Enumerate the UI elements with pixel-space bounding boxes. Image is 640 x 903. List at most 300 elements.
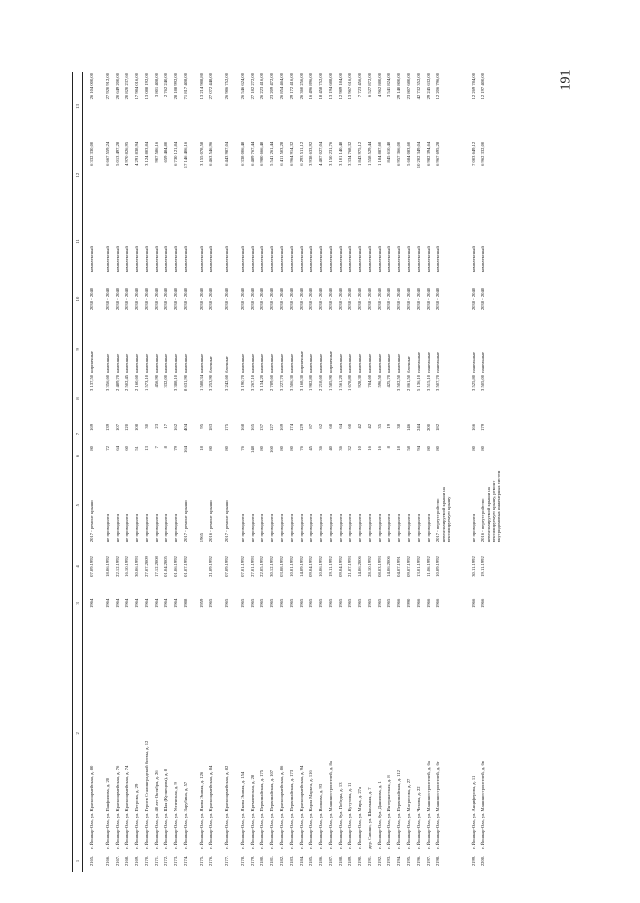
cost-a-cell: 3 334 768,32 [347, 141, 353, 166]
repair-period-cell: 2038 - 2040 [405, 287, 411, 311]
date-cell: 08.03.1993 [376, 556, 382, 577]
build-year-cell: 1964 [143, 598, 149, 608]
table-row [328, 72, 338, 872]
apartments-cell: 94 [415, 446, 421, 451]
cost-a-cell: 5 013 497,28 [114, 141, 120, 166]
row-number-cell: 2176. [208, 855, 214, 867]
apartments-cell: 80 [279, 446, 285, 451]
repair-type-cell: комплексный [114, 246, 120, 273]
repair-info-cell: не проводился [259, 513, 265, 543]
residents-cell: 87 [308, 423, 314, 429]
repair-period-cell: 2038 - 2040 [415, 287, 421, 311]
apartments-cell: 76 [239, 446, 245, 451]
row-number-cell: 2180. [259, 855, 265, 867]
area-cell: 8 631,90 [182, 374, 188, 391]
wall-material-cell: каменные [114, 353, 120, 373]
address-cell: г. Йошкар-Ола, ул. Красноармейская, д. 82 [224, 765, 230, 849]
date-cell: 21.09.1992 [208, 556, 214, 577]
build-year-cell: 1965 [279, 598, 285, 608]
repair-type-cell: комплексный [269, 246, 275, 273]
table-row [347, 72, 357, 872]
date-cell: 18.06.1992 [104, 556, 110, 577]
cost-b-cell: 13 967 616,00 [347, 73, 353, 100]
table-row [115, 72, 125, 872]
repair-info-cell: не проводился [134, 513, 140, 543]
build-year-cell: 1990 [405, 598, 411, 608]
repair-info-cell: не проводился [239, 513, 245, 543]
row-number-cell: 2199. [470, 855, 476, 867]
table-row [259, 72, 269, 872]
wall-material-cell: каменные [104, 353, 110, 373]
repair-period-cell: 2038 - 2040 [153, 287, 159, 311]
address-cell: г. Йошкар-Ола, ул. Машиностроителей, д. 6а [425, 761, 431, 849]
area-cell: 928,30 [357, 374, 363, 388]
wall-material-cell: блочные [224, 356, 230, 373]
build-year-cell: 1964 [173, 598, 179, 608]
cost-a-cell: 6 489 767,44 [249, 141, 255, 166]
address-cell: г. Йошкар-Ола, ул. Чехова, д. 22 [415, 786, 421, 849]
residents-cell: 179 [480, 423, 486, 431]
repair-info-cell: не проводился [347, 513, 353, 543]
area-cell: 3 134,20 [259, 374, 265, 391]
repair-type-cell: комплексный [298, 246, 304, 273]
address-cell: г. Йошкар-Ола, ул. Интернатская, д. 8 [386, 775, 392, 849]
date-cell: 01.07.1992 [182, 556, 188, 577]
wall-material-cell: каменные [198, 353, 204, 373]
address-cell: г. Йошкар-Ола, ул. Волкова, д. 93 [318, 783, 324, 849]
row-number-cell: 2174. [182, 855, 188, 867]
build-year-cell: 1965 [318, 598, 324, 608]
wall-material-cell: каменные [337, 353, 343, 373]
column-number: 3 [73, 590, 83, 617]
row-number-cell: 2186. [318, 855, 324, 867]
cost-b-cell: 4 962 880,00 [376, 73, 382, 98]
apartments-cell: 60 [124, 446, 130, 451]
area-cell: 1 561,20 [337, 374, 343, 391]
repair-period-cell: 2038 - 2040 [173, 287, 179, 311]
date-cell: 16.10.1992 [124, 556, 130, 577]
repair-type-cell: комплексный [153, 246, 159, 273]
repair-period-cell: 2038 - 2040 [269, 287, 275, 311]
date-cell: 22.05.1992 [259, 556, 265, 577]
residents-cell: 169 [89, 423, 94, 431]
repair-info-cell: не проводился [288, 513, 294, 543]
wall-material-cell: каменные [173, 353, 179, 373]
residents-cell: 166 [470, 423, 476, 431]
apartments-cell: 80 [208, 446, 214, 451]
cost-a-cell: 6 962 332,00 [480, 141, 486, 166]
column-number: 2 [73, 617, 83, 850]
wall-material-cell: каменные [279, 353, 285, 373]
column-number-row [73, 72, 83, 872]
wall-material-cell: каменные [376, 353, 382, 373]
repair-period-cell: 2038 - 2040 [208, 287, 214, 311]
residents-cell: 108 [134, 423, 140, 431]
area-cell: 5 136,10 [415, 374, 421, 391]
address-cell: г. Йошкар-Ола, ул. Первомайская, д. 107 [269, 769, 275, 849]
table-row [124, 72, 134, 872]
cost-a-cell: 5 541 261,44 [269, 141, 275, 166]
area-cell: 3 356,60 [104, 374, 110, 391]
table-row [89, 72, 99, 872]
repair-type-cell: комплексный [239, 246, 245, 273]
date-cell: 13.01.1992 [415, 556, 421, 577]
date-cell: 10.01.1992 [288, 556, 294, 577]
cost-b-cell: 3 801 408,00 [153, 73, 159, 98]
repair-period-cell: 2038 - 2040 [239, 287, 245, 311]
address-cell: г. Йошкар-Ола, ул. Первомайская, д. 175 [259, 769, 265, 849]
wall-material-cell: каменные [318, 353, 324, 373]
area-cell: 2 502,45 [124, 374, 130, 391]
area-cell: 425,70 [386, 374, 392, 388]
date-cell: 27.07.2009 [143, 556, 149, 577]
address-cell: г. Йошкар-Ола, ул. Героев Сталинградской битвы, д. 12 [143, 740, 149, 849]
repair-type-cell: комплексный [208, 246, 214, 273]
row-number-cell: 2198. [435, 855, 441, 867]
repair-period-cell: 2038 - 2040 [308, 287, 314, 311]
address-cell: дер. Савино, ул. Школьная, д. 7 [366, 787, 372, 849]
cost-a-cell: 6 967 695,28 [435, 141, 441, 166]
cost-b-cell: 26 986 752,00 [224, 73, 230, 100]
repair-type-cell: комплексный [480, 246, 486, 273]
repair-period-cell: 2038 - 2040 [279, 287, 285, 311]
table-row [338, 72, 348, 872]
date-cell: 30.12.1992 [269, 556, 275, 577]
repair-type-cell: комплексный [198, 246, 204, 273]
wall-material-cell: каменные [366, 353, 372, 373]
table-row [144, 72, 154, 872]
table-row [279, 72, 289, 872]
area-cell: 1 588,34 [198, 374, 204, 391]
table-row [367, 72, 377, 872]
area-cell: 3 388,10 [173, 374, 179, 391]
cost-a-cell: 6 443 987,04 [224, 141, 230, 166]
cost-a-cell: 3 101 140,48 [337, 141, 343, 166]
cost-a-cell: 907 586,16 [153, 141, 159, 163]
repair-info-cell: не проводился [173, 513, 179, 543]
address-cell: г. Йошкар-Ола, ул. Мира, д. 27а [357, 787, 363, 849]
row-number-cell: 2179. [249, 855, 255, 867]
cost-b-cell: 13 088 192,00 [143, 73, 149, 100]
repair-info-cell: не проводился [337, 513, 343, 543]
cost-b-cell: 6 527 872,00 [366, 73, 372, 98]
wall-material-cell: каменные [288, 353, 294, 373]
repair-period-cell: 2038 - 2040 [425, 287, 431, 311]
build-year-cell: 1965 [347, 598, 353, 608]
apartments-cell: 80 [224, 446, 230, 451]
address-cell: г. Йошкар-Ола, ул. Красноармейская, д. 74 [124, 765, 130, 849]
apartments-cell: 164 [182, 446, 188, 453]
cost-b-cell: 29 245 632,00 [425, 73, 431, 100]
wall-material-cell: каменные [259, 353, 265, 373]
wall-material-cell: кирпичные [298, 351, 304, 373]
area-cell: 1 573,10 [143, 374, 149, 391]
area-cell: 3 242,60 [224, 374, 230, 391]
apartments-cell: 80 [89, 446, 94, 451]
residents-cell: 23 [153, 423, 159, 429]
repair-period-cell: 2038 - 2040 [435, 287, 441, 311]
build-year-cell: 1964 [163, 598, 169, 608]
cost-b-cell: 27 072 448,00 [208, 73, 214, 100]
residents-cell: 42 [357, 423, 363, 429]
cost-a-cell: 1 558 529,44 [366, 141, 372, 166]
repair-period-cell: 2038 - 2040 [298, 287, 304, 311]
area-cell: 784,60 [366, 374, 372, 388]
repair-info-cell: не проводился [366, 513, 372, 543]
residents-cell: 30 [143, 423, 149, 429]
date-cell: 09.04.1992 [337, 556, 343, 577]
repair-type-cell: комплексный [173, 246, 179, 273]
repair-info-cell: 2017 - ремонт крыши [182, 500, 188, 543]
wall-material-cell: панельные [425, 351, 431, 373]
address-cell: г. Йошкар-Ола, ул. Петрова, д. 29 [134, 783, 140, 849]
residents-cell: 146 [405, 423, 411, 431]
repair-info-cell: не проводился [249, 513, 255, 543]
row-number-cell: 2172. [163, 855, 169, 867]
apartments-cell: 80 [470, 446, 476, 451]
repair-period-cell: 2038 - 2040 [104, 287, 110, 311]
table-row [250, 72, 260, 872]
date-cell: 07.09.1992 [224, 556, 230, 577]
wall-material-cell: каменные [347, 353, 353, 373]
build-year-cell: 1966 [425, 598, 431, 608]
cost-b-cell: 17 984 016,00 [134, 73, 140, 100]
table-row [406, 72, 416, 872]
repair-period-cell: 2038 - 2040 [89, 287, 94, 311]
address-cell: г. Йошкар-Ола, ул. Машиностроителей, д. 6в [480, 761, 486, 849]
table-row [299, 72, 309, 872]
repair-type-cell: комплексный [318, 246, 324, 273]
date-cell: 30.11.1992 [470, 556, 476, 577]
address-cell: г. Йошкар-Ола, ул. Первомайская, д. 112 [396, 770, 402, 849]
build-year-cell: 1965 [224, 598, 230, 608]
date-cell: 14.09.1992 [298, 556, 304, 577]
repair-type-cell: комплексный [425, 246, 431, 273]
repair-period-cell: 2038 - 2040 [480, 287, 486, 311]
address-cell: г. Йошкар-Ола, ул. Панфилова, д. 20 [104, 777, 110, 849]
repair-type-cell: комплексный [279, 246, 285, 273]
row-number-cell: 2183. [288, 855, 294, 867]
repair-type-cell: комплексный [249, 246, 255, 273]
table-row [318, 72, 328, 872]
wall-material-cell: панельные [470, 351, 476, 373]
residents-cell: 200 [425, 423, 431, 431]
apartments-cell: 36 [318, 446, 324, 451]
cost-b-cell: 26 546 624,00 [239, 73, 245, 100]
residents-cell: 182 [435, 423, 441, 431]
area-cell: 332,00 [163, 374, 169, 388]
repair-info-cell: не проводился [396, 513, 402, 543]
residents-cell: 244 [415, 423, 421, 431]
address-cell: г. Йошкар-Ола, ул. Машиностроителей, д. 8а [327, 761, 333, 849]
build-year-cell: 1965 [366, 598, 372, 608]
build-year-cell: 1965 [357, 598, 363, 608]
repair-period-cell: 2038 - 2040 [366, 287, 372, 311]
table-row [471, 72, 481, 872]
build-year-cell: 1964 [153, 598, 159, 608]
repair-info-cell: 2017 - ремонт крыши [224, 500, 230, 543]
wall-material-cell: каменные [124, 353, 130, 373]
date-cell: 28.10.1992 [366, 556, 372, 577]
date-cell: 14.06.2006 [386, 556, 392, 577]
apartments-cell: 148 [249, 446, 255, 453]
wall-material-cell: блочные [208, 356, 214, 373]
area-cell: 2 789,60 [269, 374, 275, 391]
cost-b-cell: 2 762 240,00 [163, 73, 169, 98]
repair-info-cell: не проводился [386, 513, 392, 543]
address-cell: г. Йошкар-Ола, ул. Красноармейская, д. 94 [298, 765, 304, 849]
apartments-cell: 40 [327, 446, 333, 451]
date-cell: 09.04.1992 [308, 556, 314, 577]
address-cell: г. Йошкар-Ола, ул. Кутузова, д. 11 [347, 782, 353, 849]
table-row [357, 72, 367, 872]
area-cell: 3 253,90 [208, 374, 214, 391]
apartments-cell: 16 [376, 446, 382, 451]
repair-period-cell: 2038 - 2040 [259, 287, 265, 311]
row-number-cell: 2184. [298, 855, 304, 867]
repair-type-cell: комплексный [405, 246, 411, 273]
table-row [208, 72, 218, 872]
cost-a-cell: 3 150 231,76 [327, 141, 333, 166]
row-number-cell: 2168. [124, 855, 130, 867]
build-year-cell: 1965 [327, 598, 333, 608]
row-number-cell: 2166. [104, 855, 110, 867]
area-cell: 2 861,50 [405, 374, 411, 391]
address-cell: г. Йошкар-Ола, ул. Якова Эшпая, д. 154 [239, 771, 245, 849]
table-row [416, 72, 426, 872]
wall-material-cell: каменные [239, 353, 245, 373]
repair-type-cell: комплексный [386, 246, 392, 273]
wall-material-cell: панельные [435, 351, 441, 373]
residents-cell: 107 [114, 423, 120, 431]
cost-a-cell: 6 964 914,32 [288, 141, 294, 166]
date-cell: 27.01.1993 [249, 556, 255, 577]
date-cell: 30.06.1993 [134, 556, 140, 577]
row-number-cell: 2197. [425, 855, 431, 867]
wall-material-cell: каменные [153, 353, 159, 373]
address-cell: г. Йошкар-Ола, ул. Красноармейская, д. 84 [208, 765, 214, 849]
build-year-cell: 1965 [269, 598, 275, 608]
repair-type-cell: комплексный [470, 246, 476, 273]
repair-type-cell: комплексный [134, 246, 140, 273]
cost-b-cell: 26 854 464,00 [279, 73, 285, 100]
residents-cell: 60 [347, 423, 353, 429]
date-cell: 19.11.1992 [327, 556, 333, 577]
build-year-cell: 1964 [89, 598, 94, 608]
apartments-cell: 16 [366, 446, 372, 451]
repair-type-cell: комплексный [163, 246, 169, 273]
cost-b-cell: 12 269 784,00 [470, 73, 476, 100]
date-cell: 19.11.1992 [480, 556, 486, 577]
apartments-cell: 10 [357, 446, 363, 451]
repair-period-cell: 2038 - 2040 [124, 287, 130, 311]
table-row [105, 72, 115, 872]
apartments-cell: 64 [114, 446, 120, 451]
cost-b-cell: 42 732 352,00 [415, 73, 421, 100]
wall-material-cell: каменные [143, 353, 149, 373]
table-row [289, 72, 299, 872]
repair-type-cell: комплексный [376, 246, 382, 273]
residents-cell: 139 [104, 423, 110, 431]
apartments-cell: 58 [405, 446, 411, 451]
table-row [396, 72, 406, 872]
cost-a-cell: 5 684 083,60 [405, 141, 411, 166]
repair-info-cell: не проводился [163, 513, 169, 543]
area-cell: 3 515,10 [425, 374, 431, 391]
table-row [134, 72, 144, 872]
area-cell: 3 190,70 [239, 374, 245, 391]
date-cell: 04.07.1991 [396, 556, 402, 577]
area-cell: 3 267,10 [249, 374, 255, 391]
table-row [224, 72, 234, 872]
row-number-cell: 2194. [396, 855, 402, 867]
repair-period-cell: 2038 - 2040 [396, 287, 402, 311]
address-cell: г. Йошкар-Ола, ул. Зарубина, д. 57 [182, 781, 188, 849]
row-number-cell: 2181. [269, 855, 275, 867]
cost-a-cell: 6 293 511,12 [298, 141, 304, 166]
cost-b-cell: 71 817 408,00 [182, 73, 188, 100]
row-number-cell: 2177. [224, 855, 230, 867]
apartments-cell: 18 [198, 446, 204, 451]
build-year-cell: 1965 [288, 598, 294, 608]
cost-a-cell: 6 730 121,84 [173, 141, 179, 166]
column-number: 9 [73, 325, 83, 374]
table-row [269, 72, 279, 872]
column-number: 4 [73, 543, 83, 590]
row-number-cell: 2175. [198, 855, 204, 867]
repair-type-cell: комплексный [327, 246, 333, 273]
row-number-cell: 2195. [405, 855, 411, 867]
row-number-cell: 2191. [366, 855, 372, 867]
build-year-cell: 1966 [435, 598, 441, 608]
area-cell: 3 168,30 [298, 374, 304, 391]
wall-material-cell: каменные [163, 353, 169, 373]
column-number: 13 [73, 72, 83, 141]
cost-b-cell: 28 188 992,00 [173, 73, 179, 100]
build-year-cell: 1965 [337, 598, 343, 608]
row-number-cell: 2173. [173, 855, 179, 867]
date-cell: 01.06.1992 [173, 556, 179, 577]
repair-period-cell: 2038 - 2040 [163, 287, 169, 311]
repair-info-cell: не проводился [318, 513, 324, 543]
row-number-cell: 2182. [279, 855, 285, 867]
area-cell: 596,50 [376, 374, 382, 388]
cost-a-cell: 4 291 838,94 [134, 141, 140, 166]
apartments-cell: 72 [104, 446, 110, 451]
date-cell: 07.09.1992 [89, 556, 94, 577]
residents-cell: 62 [318, 423, 324, 429]
cost-a-cell: 6 332 330,00 [89, 141, 94, 166]
repair-type-cell: комплексный [435, 246, 441, 273]
repair-info-cell: не проводился [104, 513, 110, 543]
repair-period-cell: 2038 - 2040 [327, 287, 333, 311]
cost-b-cell: 18 458 752,00 [318, 73, 324, 100]
residents-cell: 175 [224, 423, 230, 431]
cost-a-cell: 6 667 559,24 [104, 141, 110, 166]
repair-info-cell: не проводился [153, 513, 159, 543]
apartments-cell: 8 [163, 446, 169, 449]
residents-cell: 95 [198, 423, 204, 429]
cost-b-cell: 20 820 237,60 [124, 73, 130, 100]
build-year-cell: 1965 [239, 598, 245, 608]
repair-period-cell: 2038 - 2040 [114, 287, 120, 311]
apartments-cell: 36 [337, 446, 343, 451]
table-row [183, 72, 193, 872]
table-row [435, 72, 464, 872]
area-cell: 456,90 [153, 374, 159, 388]
repair-type-cell: комплексный [259, 246, 265, 273]
column-number: 7 [73, 423, 83, 445]
